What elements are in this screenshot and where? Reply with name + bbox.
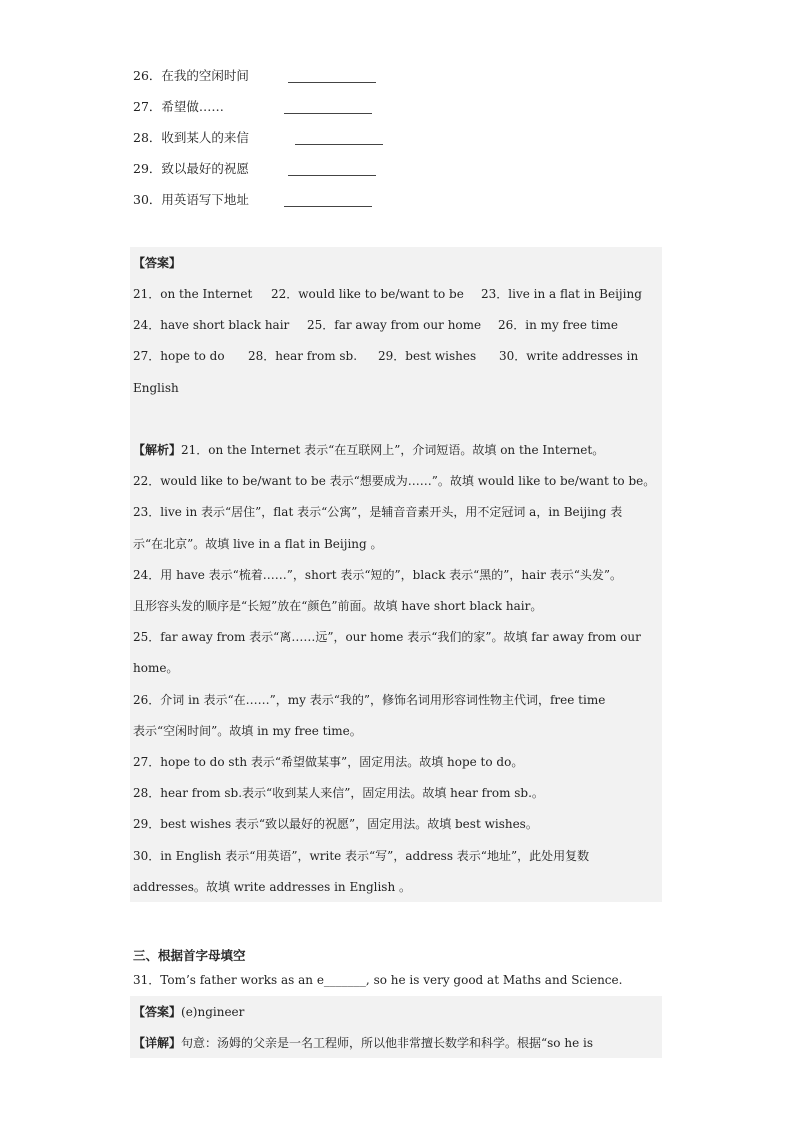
question-30 bbox=[133, 190, 249, 210]
question-text: 收到某人的来信 bbox=[161, 130, 249, 145]
q31-answer bbox=[133, 1001, 244, 1023]
analysis-line: 27．hope to do sth 表示“希望做某事”，固定用法。故填 hope to do。 bbox=[133, 755, 524, 769]
question-text: 用英语写下地址 bbox=[161, 192, 249, 207]
answer-text: (e)ngineer bbox=[181, 1005, 245, 1019]
question-31: 31．Tom’s father works as an e_______, so he is very good at Maths and Science. bbox=[133, 973, 623, 987]
analysis-line: 24．用 have 表示“梳着……”，short 表示“短的”，black 表示“黑的”，hair 表示“头发”。 bbox=[133, 568, 622, 582]
analysis-line: 示“在北京”。故填 live in a flat in Beijing 。 bbox=[133, 537, 383, 551]
answer-row-3 bbox=[0, 345, 794, 367]
analysis-line-1 bbox=[133, 439, 604, 461]
question-number: 26． bbox=[133, 68, 162, 83]
question-text: 致以最好的祝愿 bbox=[161, 161, 249, 176]
question-26 bbox=[133, 66, 249, 86]
answer-item: 30．write addresses in bbox=[499, 349, 639, 363]
answer-item: 26．in my free time bbox=[498, 318, 618, 332]
question-number: 30． bbox=[133, 192, 162, 207]
answer-blank-30[interactable] bbox=[284, 206, 372, 207]
answer-row-2 bbox=[0, 314, 794, 336]
analysis-line: 30．in English 表示“用英语”，write 表示“写”，address 表示“地址”，此处用复数 bbox=[133, 849, 590, 863]
answer-row-1 bbox=[0, 283, 794, 305]
answer-blank-29[interactable] bbox=[288, 175, 376, 176]
answer-item: 28．hear from sb. bbox=[248, 349, 358, 363]
section-heading: 三、根据首字母填空 bbox=[133, 948, 246, 963]
analysis-line: 表示“空闲时间”。故填 in my free time。 bbox=[133, 724, 362, 738]
question-number: 27． bbox=[133, 99, 162, 114]
question-text: 希望做…… bbox=[161, 99, 224, 114]
q31-detail bbox=[133, 1032, 593, 1054]
analysis-line: 26．介词 in 表示“在……”，my 表示“我的”，修饰名词用形容词性物主代词，free time bbox=[133, 693, 606, 707]
analysis-line: 29．best wishes 表示“致以最好的祝愿”，固定用法。故填 best wishes。 bbox=[133, 817, 538, 831]
answer-blank-27[interactable] bbox=[284, 113, 372, 114]
analysis-line: 25．far away from 表示“离……远”，our home 表示“我们的家”。故填 far away from our bbox=[133, 630, 641, 644]
question-text: 在我的空闲时间 bbox=[161, 68, 249, 83]
question-number: 28． bbox=[133, 130, 162, 145]
question-29 bbox=[133, 159, 249, 179]
answer-blank-28[interactable] bbox=[295, 144, 383, 145]
answer-item: 29．best wishes bbox=[378, 349, 477, 363]
detail-text: 句意：汤姆的父亲是一名工程师，所以他非常擅长数学和科学。根据“so he is bbox=[181, 1036, 593, 1050]
analysis-line: 23．live in 表示“居住”，flat 表示“公寓”，是辅音音素开头，用不定冠词 a，in Beijing 表 bbox=[133, 505, 623, 519]
analysis-line: 28．hear from sb.表示“收到某人来信”，固定用法。故填 hear from sb.。 bbox=[133, 786, 544, 800]
question-27 bbox=[133, 97, 224, 117]
analysis-line: 22．would like to be/want to be 表示“想要成为……”。故填 would like to be/want to be。 bbox=[133, 474, 656, 488]
detail-label: 【详解】 bbox=[133, 1036, 182, 1050]
answer-item: 22．would like to be/want to be bbox=[271, 287, 464, 301]
analysis-line: 且形容头发的顺序是“长短”放在“颜色”前面。故填 have short black hair。 bbox=[133, 599, 543, 613]
analysis-line: addresses。故填 write addresses in English 。 bbox=[133, 880, 412, 894]
answer-blank-26[interactable] bbox=[288, 82, 376, 83]
answer-item: 23．live in a flat in Beijing bbox=[481, 287, 642, 301]
analysis-line: home。 bbox=[133, 661, 179, 675]
answer-item: 25．far away from our home bbox=[307, 318, 482, 332]
question-28 bbox=[133, 128, 249, 148]
answer-item: 27．hope to do bbox=[133, 349, 225, 363]
answer-item: 21．on the Internet bbox=[133, 287, 253, 301]
analysis-text: 21．on the Internet 表示“在互联网上”，介词短语。故填 on the Internet。 bbox=[181, 443, 605, 457]
answer-row-4: English bbox=[133, 381, 179, 395]
answer-item: 24．have short black hair bbox=[133, 318, 290, 332]
analysis-label: 【解析】 bbox=[133, 443, 182, 457]
answer-label: 【答案】 bbox=[133, 1005, 182, 1019]
answer-label: 【答案】 bbox=[133, 256, 182, 270]
question-number: 29． bbox=[133, 161, 162, 176]
